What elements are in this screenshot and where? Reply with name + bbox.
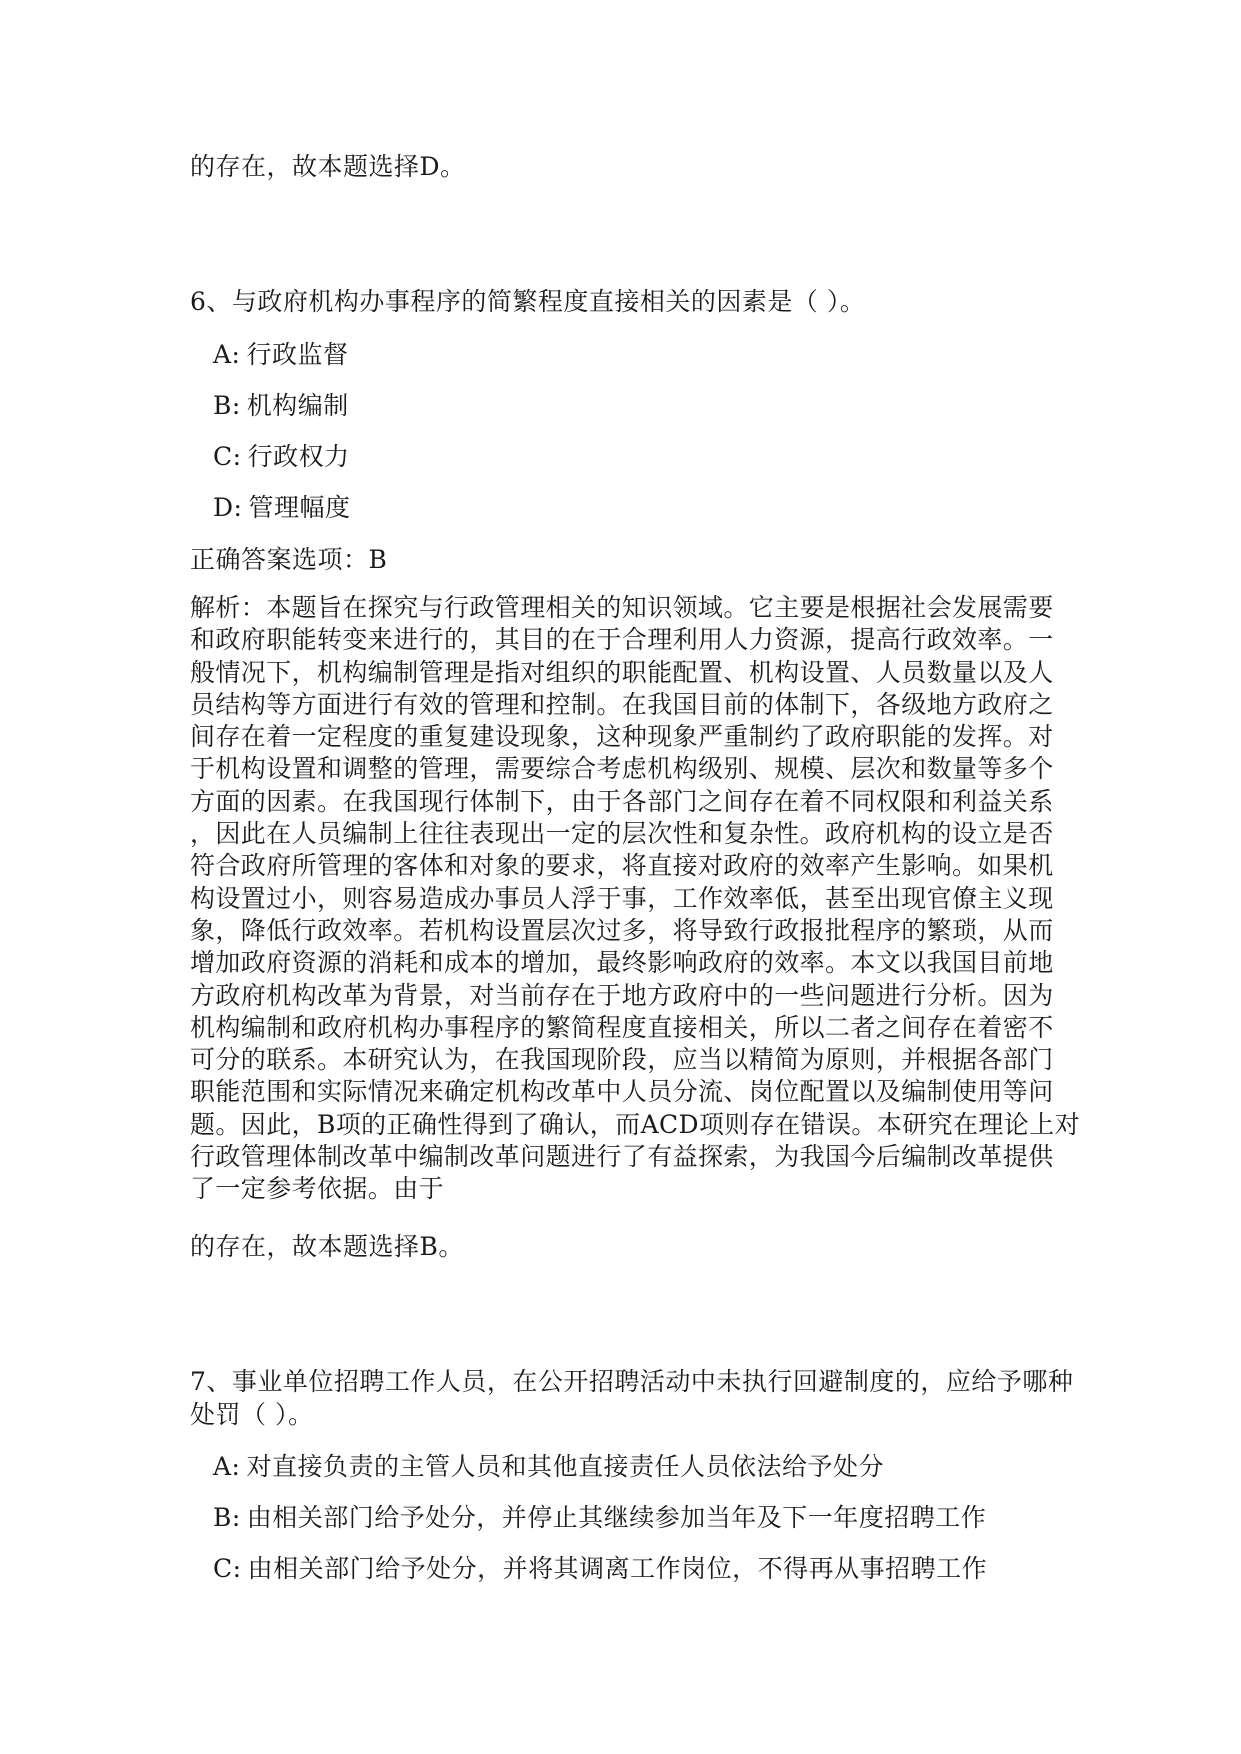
explanation-line: 般情况下，机构编制管理是指对组织的职能配置、机构设置、人员数量以及人 xyxy=(190,657,1054,687)
option-key: A: xyxy=(213,340,241,369)
q7-option-a xyxy=(213,1452,884,1482)
q6-option-d xyxy=(213,493,350,523)
option-text: 行政监督 xyxy=(246,340,349,369)
explanation-line: 题。因此，B项的正确性得到了确认，而ACD项则存在错误。本研究在理论上对 xyxy=(190,1109,1081,1139)
option-key: A: xyxy=(213,1452,241,1481)
option-key: D: xyxy=(213,493,243,522)
option-key: B: xyxy=(213,391,241,420)
option-text: 行政权力 xyxy=(247,442,350,471)
q6-explanation xyxy=(190,592,1090,1206)
q6-correct-answer: 正确答案选项：B xyxy=(190,545,388,574)
option-key: C: xyxy=(213,1554,242,1583)
explanation-line: ，因此在人员编制上往往表现出一定的层次性和复杂性。政府机构的设立是否 xyxy=(190,819,1054,849)
explanation-line: 员结构等方面进行有效的管理和控制。在我国目前的体制下，各级地方政府之 xyxy=(190,689,1054,719)
explanation-line: 于机构设置和调整的管理，需要综合考虑机构级别、规模、层次和数量等多个 xyxy=(190,754,1054,784)
explanation-line: 可分的联系。本研究认为，在我国现阶段，应当以精简为原则，并根据各部门 xyxy=(190,1045,1054,1075)
explanation-line: 解析：本题旨在探究与行政管理相关的知识领域。它主要是根据社会发展需要 xyxy=(190,593,1054,622)
q6-option-b xyxy=(213,391,349,421)
explanation-line: 机构编制和政府机构办事程序的繁简程度直接相关，所以二者之间存在着密不 xyxy=(190,1012,1054,1042)
explanation-line: 增加政府资源的消耗和成本的增加，最终影响政府的效率。本文以我国目前地 xyxy=(190,948,1054,978)
option-text: 管理幅度 xyxy=(248,493,351,522)
explanation-line: 和政府职能转变来进行的，其目的在于合理利用人力资源，提高行政效率。一 xyxy=(190,625,1054,655)
option-text: 机构编制 xyxy=(246,391,349,420)
q6-option-a xyxy=(213,340,349,370)
explanation-line: 间存在着一定程度的重复建设现象，这种现象严重制约了政府职能的发挥。对 xyxy=(190,722,1054,752)
explanation-line: 行政管理体制改革中编制改革问题进行了有益探索，为我国今后编制改革提供 xyxy=(190,1142,1054,1172)
option-text: 由相关部门给予处分，并将其调离工作岗位，不得再从事招聘工作 xyxy=(247,1554,988,1583)
explanation-line: 方面的因素。在我国现行体制下，由于各部门之间存在着不同权限和利益关系 xyxy=(190,786,1054,816)
q7-option-c xyxy=(213,1554,987,1584)
option-key: B: xyxy=(213,1503,241,1532)
explanation-line: 职能范围和实际情况来确定机构改革中人员分流、岗位配置以及编制使用等问 xyxy=(190,1077,1054,1107)
q6-conclusion: 的存在，故本题选择B。 xyxy=(190,1232,464,1261)
explanation-line: 符合政府所管理的客体和对象的要求，将直接对政府的效率产生影响。如果机 xyxy=(190,851,1054,881)
explanation-line: 方政府机构改革为背景，对当前存在于地方政府中的一些问题进行分析。因为 xyxy=(190,980,1054,1010)
question-6-text: 6、与政府机构办事程序的简繁程度直接相关的因素是（ ）。 xyxy=(190,287,866,316)
previous-answer-tail: 的存在，故本题选择D。 xyxy=(190,152,466,181)
option-text: 由相关部门给予处分，并停止其继续参加当年及下一年度招聘工作 xyxy=(246,1503,987,1532)
question-7-text-line-1: 7、事业单位招聘工作人员，在公开招聘活动中未执行回避制度的，应给予哪种 xyxy=(190,1367,1074,1396)
explanation-line: 构设置过小，则容易造成办事员人浮于事，工作效率低，甚至出现官僚主义现 xyxy=(190,883,1054,913)
question-7-text-line-2: 处罚（ ）。 xyxy=(190,1400,314,1429)
option-text: 对直接负责的主管人员和其他直接责任人员依法给予处分 xyxy=(246,1452,884,1481)
option-key: C: xyxy=(213,442,242,471)
explanation-line: 象，降低行政效率。若机构设置层次过多，将导致行政报批程序的繁琐，从而 xyxy=(190,915,1054,945)
explanation-line: 了一定参考依据。由于 xyxy=(190,1174,445,1204)
q6-option-c xyxy=(213,442,350,472)
q7-option-b xyxy=(213,1503,986,1533)
